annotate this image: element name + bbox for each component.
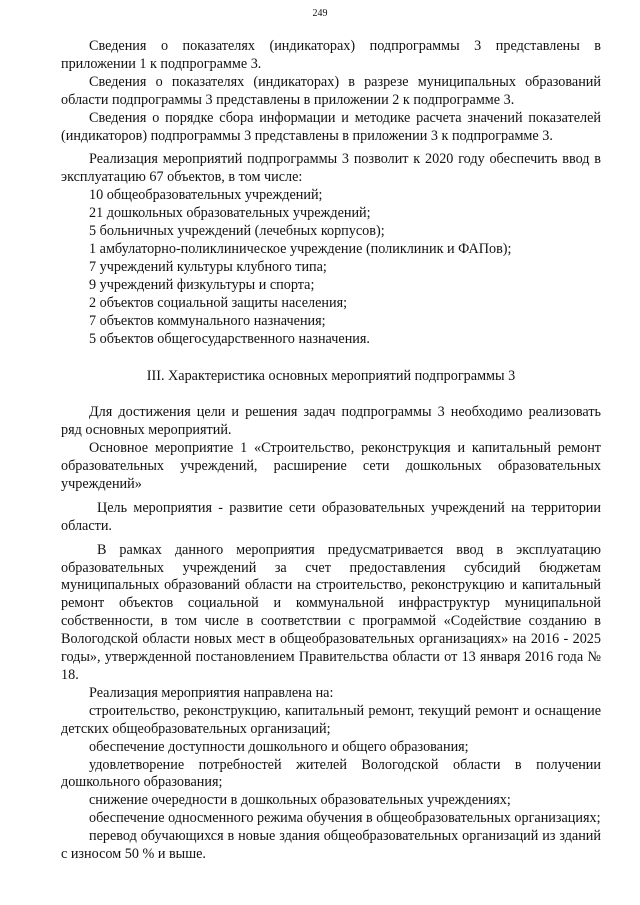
list-item: 7 учреждений культуры клубного типа;	[89, 258, 327, 275]
list-item: 5 объектов общегосударственного назначения.	[89, 330, 370, 347]
list-item: строительство, реконструкцию, капитальный ремонт, текущий ремонт и оснащение детских общеобразовательных организаций;	[61, 702, 601, 737]
section-heading: III. Характеристика основных мероприятий подпрограммы 3	[146, 368, 516, 385]
paragraph-activity-goal: Цель мероприятия - развитие сети образовательных учреждений на территории области.	[61, 499, 601, 534]
list-item: удовлетворение потребностей жителей Вологодской области в получении дошкольного образования;	[61, 756, 601, 791]
list-item: обеспечение доступности дошкольного и общего образования;	[89, 738, 469, 755]
list-item: снижение очередности в дошкольных образовательных учреждениях;	[89, 792, 511, 809]
list-item: 2 объектов социальной защиты населения;	[89, 294, 348, 311]
paragraph-main-activity-1: Основное мероприятие 1 «Строительство, реконструкция и капитальный ремонт образовательных учреждений, расширение сети дошкольных образовательных учреждений»	[61, 440, 601, 492]
paragraph-indicators-appendix-3: Сведения о порядке сбора информации и методике расчета значений показателей (индикаторов) подпрограммы 3 представлены в приложении 3 к подпрограмме 3.	[61, 109, 601, 144]
list-item: 10 общеобразовательных учреждений;	[89, 187, 323, 204]
list-item: 7 объектов коммунального назначения;	[89, 312, 326, 329]
paragraph-activity-description: В рамках данного мероприятия предусматривается ввод в эксплуатацию образовательных учреждений за счет предоставления субсидий бюджетам муниципальных образований области на строительство, реконструкцию и капитальный ремонт объектов социальной и коммунальной инфраструктур муниципальной собственности, в том числе в соответствии с программой «Содействие созданию в Вологодской области новых мест в общеобразовательных организациях» на 2016 - 2025 годы», утвержденной постановлением Правительства области от 13 января 2016 года № 18.	[61, 541, 601, 683]
list-item: перевод обучающихся в новые здания общеобразовательных организаций из зданий с износом 50 % и выше.	[61, 828, 601, 863]
paragraph-objects-intro: Реализация мероприятий подпрограммы 3 позволит к 2020 году обеспечить ввод в эксплуатацию 67 объектов, в том числе:	[61, 151, 601, 186]
list-item: обеспечение односменного режима обучения в общеобразовательных организациях;	[89, 810, 601, 827]
list-item: 21 дошкольных образовательных учреждений;	[89, 205, 371, 222]
list-item: 9 учреждений физкультуры и спорта;	[89, 276, 315, 293]
list-item: 5 больничных учреждений (лечебных корпусов);	[89, 223, 385, 240]
paragraph-indicators-appendix-2: Сведения о показателях (индикаторах) в разрезе муниципальных образований области подпрограммы 3 представлены в приложении 2 к подпрограмме 3.	[61, 73, 601, 108]
paragraph-directions-intro: Реализация мероприятия направлена на:	[89, 684, 334, 701]
list-item: 1 амбулаторно-поликлиническое учреждение (поликлиник и ФАПов);	[89, 240, 512, 257]
objects-list	[61, 187, 601, 348]
directions-list	[61, 703, 601, 864]
page-number: 249	[312, 8, 328, 19]
document-body	[61, 38, 601, 864]
paragraph-indicators-appendix-1: Сведения о показателях (индикаторах) подпрограммы 3 представлены в приложении 1 к подпрограмме 3.	[61, 38, 601, 72]
paragraph-main-activities: Для достижения цели и решения задач подпрограммы 3 необходимо реализовать ряд основных мероприятий.	[61, 404, 601, 439]
